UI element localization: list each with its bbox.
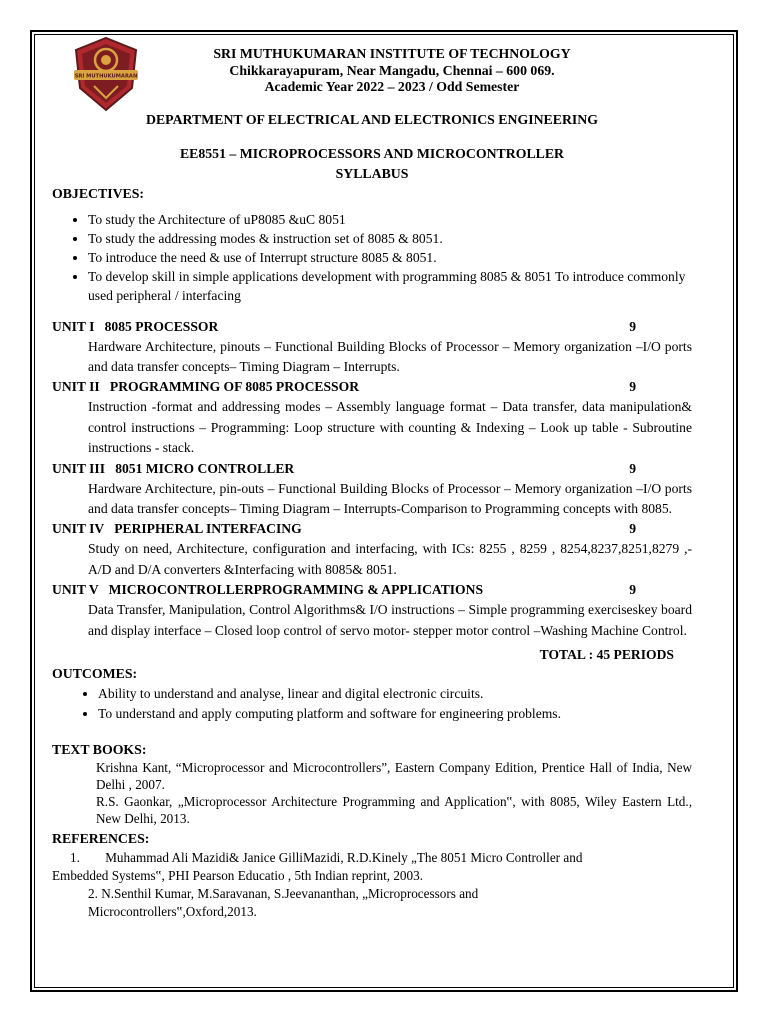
reference-line: Embedded Systems‟, PHI Pearson Educatio , 5th Indian reprint, 2003. — [52, 867, 424, 883]
objectives-heading: OBJECTIVES: — [52, 186, 145, 201]
institute-header — [132, 46, 652, 96]
total-periods: TOTAL : 45 PERIODS — [539, 646, 674, 662]
list-item: • To introduce the need & use of Interrupt structure 8085 & 8051. — [88, 248, 692, 267]
outcomes-heading: OUTCOMES: — [52, 666, 138, 682]
unit-title: UNIT III 8051 MICRO CONTROLLER — [52, 460, 295, 476]
logo-text: SRI MUTHUKUMARAN — [74, 73, 138, 80]
unit-3 — [52, 459, 692, 520]
unit-body: Data Transfer, Manipulation, Control Algorithms& I/O instructions – Simple programming exerciseskey board and display interface – Closed loop control of servo motor- stepper motor control –Washing Machine Control. — [88, 602, 692, 638]
unit-hours: 9 — [629, 460, 636, 476]
unit-body: Study on need, Architecture, configuration and interfacing, with ICs: 8255 , 8259 , 8254,8237,8251,8279 ,- A/D and D/A converters &Interfacing with 8085& 8051. — [88, 541, 692, 577]
unit-body: Hardware Architecture, pinouts – Functional Building Blocks of Processor – Memory organization –I/O ports and data transfer concepts– Timing Diagram – Interrupts. — [88, 338, 692, 374]
unit-title: UNIT II PROGRAMMING OF 8085 PROCESSOR — [52, 379, 360, 395]
unit-title: UNIT IV PERIPHERAL INTERFACING — [52, 521, 302, 537]
syllabus-page — [52, 44, 692, 921]
unit-4 — [52, 519, 692, 580]
list-item: • Ability to understand and analyse, linear and digital electronic circuits. — [98, 684, 692, 704]
list-item: • To study the addressing modes & instruction set of 8085 & 8051. — [88, 229, 692, 248]
reference-number: 1. — [70, 849, 80, 865]
unit-hours: 9 — [629, 582, 636, 598]
unit-2 — [52, 377, 692, 458]
course-title — [52, 144, 692, 184]
unit-hours: 9 — [629, 379, 636, 395]
course-code-name: EE8551 – MICROPROCESSORS AND MICROCONTROLLER — [179, 146, 565, 161]
list-item: • To understand and apply computing platform and software for engineering problems. — [98, 704, 692, 724]
text-book-item: Krishna Kant, “Microprocessor and Microcontrollers”, Eastern Company Edition, Prentice Hall of India, New Delhi , 2007. — [96, 760, 692, 793]
institute-address: Chikkarayapuram, Near Mangadu, Chennai – 600 069. — [229, 62, 555, 78]
academic-year: Academic Year 2022 – 2023 / Odd Semester — [264, 79, 520, 94]
text-books-heading: TEXT BOOKS: — [52, 741, 147, 757]
unit-1 — [52, 317, 692, 378]
unit-body: Hardware Architecture, pin-outs – Functional Building Blocks of Processor – Memory organization –I/O ports and data transfer concepts– Timing Diagram – Interrupts-Comparison to Programming concepts with 8085. — [88, 480, 692, 516]
objectives-list — [52, 210, 692, 305]
unit-body: Instruction -format and addressing modes – Assembly language format – Data transfer, data manipulation& control instructions – Programming: Loop structure with counting & Indexing – Look up table - Subroutine instructions - stack. — [88, 399, 692, 456]
list-item: • To study the Architecture of uP8085 &uC 8051 — [88, 210, 692, 229]
text-book-item: R.S. Gaonkar, „Microprocessor Architecture Programming and Application‟, with 8085, Wiley Eastern Ltd., New Delhi, 2013. — [96, 794, 692, 827]
institute-name: SRI MUTHUKUMARAN INSTITUTE OF TECHNOLOGY — [213, 46, 571, 61]
unit-5 — [52, 580, 692, 641]
unit-hours: 9 — [629, 318, 636, 334]
department-title: DEPARTMENT OF ELECTRICAL AND ELECTRONICS ENGINEERING — [146, 111, 598, 127]
unit-title: UNIT I 8085 PROCESSOR — [52, 318, 219, 334]
course-subtitle: SYLLABUS — [335, 166, 409, 181]
reference-item — [70, 849, 692, 867]
reference-line: Muhammad Ali Mazidi& Janice GilliMazidi, R.D.Kinely „The 8051 Micro Controller and — [105, 849, 583, 865]
outcomes-list — [52, 684, 692, 724]
references-heading: REFERENCES: — [52, 831, 150, 847]
unit-title: UNIT V MICROCONTROLLERPROGRAMMING & APPLICATIONS — [52, 582, 484, 598]
unit-hours: 9 — [629, 521, 636, 537]
reference-line: Microcontrollers‟,Oxford,2013. — [88, 903, 257, 919]
reference-item: 2. N.Senthil Kumar, M.Saravanan, S.Jeevananthan, „Microprocessors and — [88, 885, 479, 901]
list-item: • To develop skill in simple applications development with programming 8085 & 8051 To introduce commonly used peripheral / interfacing — [88, 267, 692, 305]
